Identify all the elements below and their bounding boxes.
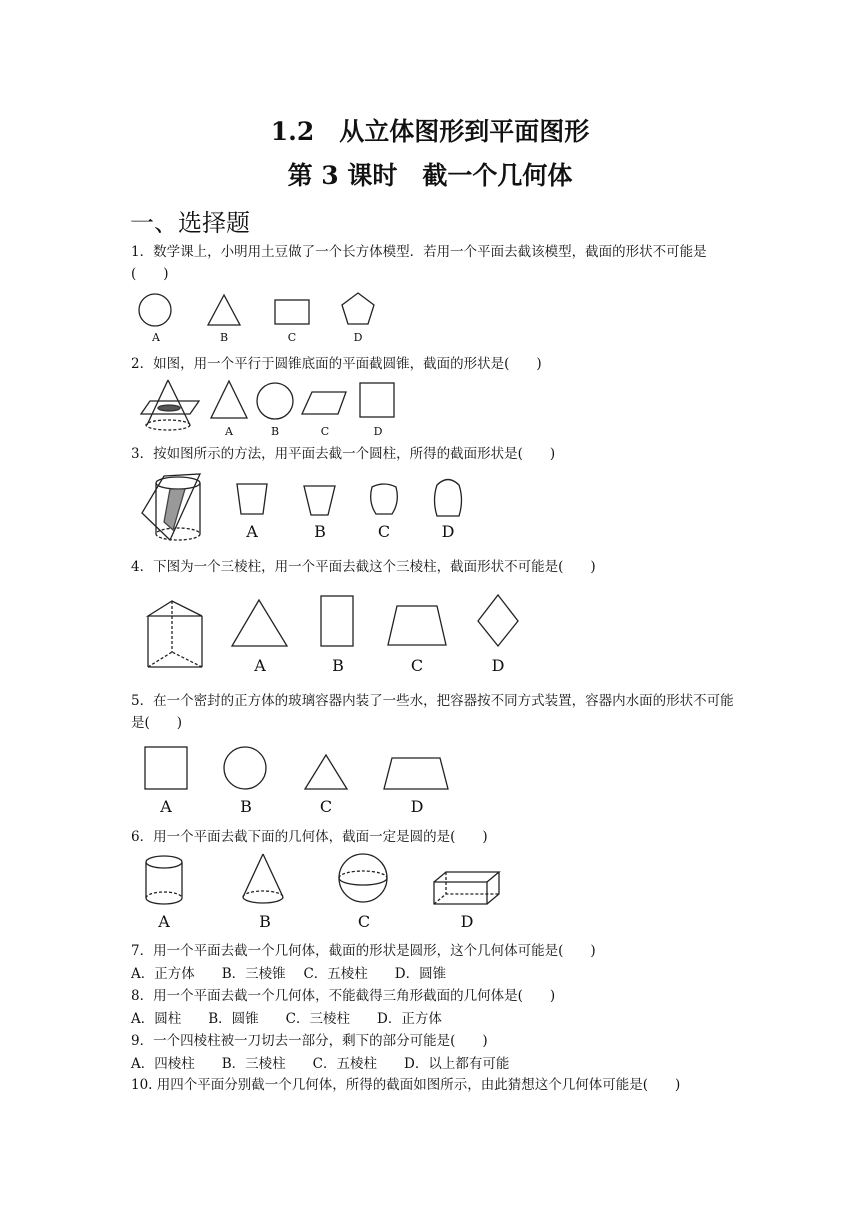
question-9: 9．一个四棱柱被一刀切去一部分，剩下的部分可能是( ) — [131, 1033, 488, 1049]
q1-label-d: D — [353, 331, 363, 344]
question-5: 5．在一个密封的正方体的玻璃容器内装了一些水，把容器按不同方式装置，容器内水面的形状不可能是( ) — [131, 693, 734, 731]
question-2: 2．如图，用一个平行于圆锥底面的平面截圆锥，截面的形状是( ) — [131, 356, 542, 372]
q6-label-c: C — [357, 912, 371, 931]
q2-label-d: D — [373, 425, 383, 438]
q6-label-a: A — [158, 912, 170, 931]
q2-label-a: A — [225, 425, 233, 438]
q5-label-d: D — [410, 797, 424, 816]
question-10: 10. 用四个平面分别截一个几何体，所得的截面如图所示，由此猜想这个几何体可能是( ) — [131, 1077, 681, 1093]
q3-label-a: A — [246, 522, 258, 541]
question-8-options: A．圆柱 B．圆锥 C．三棱柱 D．正方体 — [131, 1011, 442, 1027]
q6-label-b: B — [259, 912, 271, 931]
question-6: 6．用一个平面去截下面的几何体，截面一定是圆的是( ) — [131, 829, 488, 845]
section-heading: 一、选择题 — [130, 209, 250, 237]
q2-label-c: C — [320, 425, 330, 438]
page-subtitle: 第 3 课时 截一个几何体 — [287, 161, 573, 190]
q6-label-d: D — [460, 912, 474, 931]
question-9-options: A．四棱柱 B．三棱柱 C．五棱柱 D．以上都有可能 — [131, 1056, 510, 1072]
question-7-options: A．正方体 B．三棱锥 C．五棱柱 D．圆锥 — [131, 966, 447, 982]
question-4: 4．下图为一个三棱柱，用一个平面去截这个三棱柱，截面形状不可能是( ) — [131, 559, 596, 575]
q2-label-b: B — [270, 425, 280, 438]
q4-label-b: B — [332, 656, 344, 675]
q6-option-a-cylinder — [146, 856, 182, 904]
q5-label-a: A — [160, 797, 172, 816]
q3-label-d: D — [441, 522, 455, 541]
q5-label-c: C — [319, 797, 333, 816]
q6-option-b-cone — [243, 854, 283, 903]
question-3: 3．按如图所示的方法，用平面去截一个圆柱，所得的截面形状是( ) — [131, 446, 556, 462]
q3-label-c: C — [377, 522, 391, 541]
q1-label-c: C — [287, 331, 297, 344]
question-8: 8．用一个平面去截一个几何体，不能截得三角形截面的几何体是( ) — [131, 988, 556, 1004]
q6-option-c-sphere — [339, 854, 387, 902]
question-7: 7．用一个平面去截一个几何体，截面的形状是圆形，这个几何体可能是( ) — [131, 943, 596, 959]
q6-option-d-cuboid — [434, 872, 499, 904]
q1-label-a: A — [152, 331, 160, 344]
q4-label-d: D — [491, 656, 505, 675]
q4-label-a: A — [254, 656, 266, 675]
q1-label-b: B — [219, 331, 229, 344]
page-title: 1.2 从立体图形到平面图形 — [270, 117, 590, 146]
q4-label-c: C — [410, 656, 424, 675]
q3-label-b: B — [314, 522, 326, 541]
q5-label-b: B — [240, 797, 252, 816]
question-1: 1．数学课上，小明用土豆做了一个长方体模型．若用一个平面去截该模型，截面的形状不可能是( ) — [131, 244, 707, 282]
